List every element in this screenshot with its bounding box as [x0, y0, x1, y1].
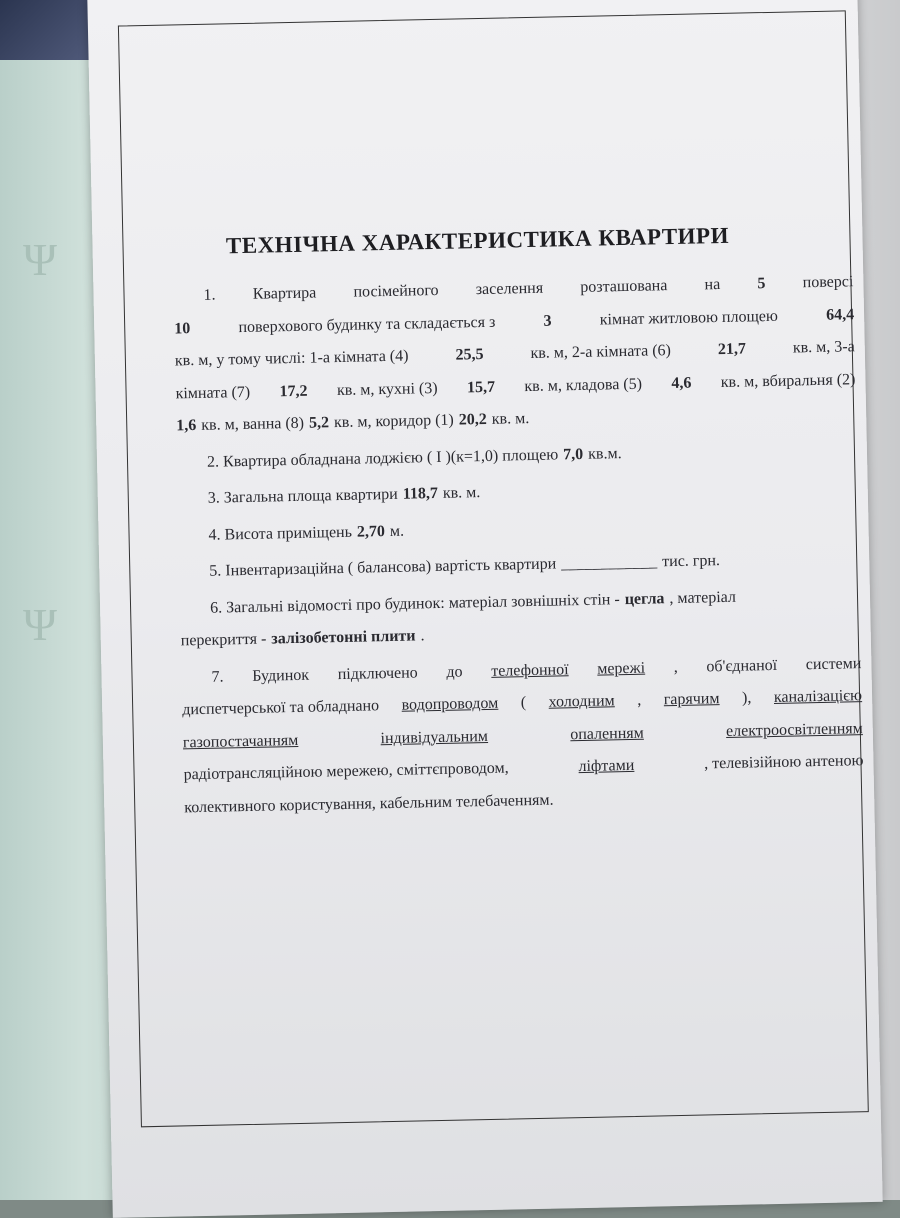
text-segment: кв. м, ванна (8) [201, 414, 305, 434]
value-text: 1,6 [176, 417, 197, 435]
text-segment: кв.м. [587, 444, 622, 463]
text-segment: газопостачанням [182, 731, 299, 751]
text-segment: кв. м, 2-а кімната (6) [530, 342, 672, 362]
value-text: 21,7 [717, 340, 747, 359]
text-segment: індивідуальним [380, 727, 489, 747]
value-text: 5,2 [308, 414, 330, 432]
text-segment: Квартира [252, 284, 317, 303]
value-text: 17,2 [279, 382, 308, 400]
text-segment: кімната (7) [175, 383, 251, 402]
text-segment: кв. м. [442, 484, 481, 502]
value-text: 118,7 [402, 484, 439, 503]
value-text: цегла [624, 589, 665, 608]
text-segment: водопроводом [401, 694, 499, 714]
trident-emblem-icon: Ψ [23, 599, 57, 650]
text-segment: поверсі [802, 273, 854, 292]
text-segment: системи [805, 654, 862, 673]
text-segment: кв. м, 3-а [792, 338, 855, 357]
value-text: 15,7 [466, 378, 496, 396]
text-segment: 2. Квартира обладнана лоджією ( І )(к=1,0) площею [206, 445, 559, 471]
text-segment: поверхового будинку та складається з [238, 313, 496, 336]
text-segment: електроосвітленням [725, 719, 863, 740]
value-text: 3 [543, 312, 552, 330]
text-segment: , [673, 658, 678, 676]
text-segment: тис. грн. [662, 552, 721, 571]
text-segment: 1. [203, 286, 216, 304]
text-segment: холодним [548, 692, 615, 711]
text-segment: каналізацією [773, 687, 863, 706]
text-segment: об'єднаної [706, 656, 778, 675]
text-segment: . [420, 627, 425, 645]
document-body [173, 266, 864, 824]
text-segment: кімнат житловою площею [599, 307, 779, 329]
text-segment: колективного користування, кабельним телебаченням. [184, 791, 554, 816]
text-segment: посімейного [353, 281, 439, 301]
value-text: 10 [174, 319, 191, 337]
text-segment: ), [741, 689, 752, 707]
document-page [87, 0, 882, 1218]
document-title: ТЕХНІЧНА ХАРАКТЕРИСТИКА КВАРТИРИ [225, 222, 730, 259]
text-segment: , матеріал [669, 588, 737, 607]
value-text: 25,5 [455, 345, 484, 364]
text-segment: підключено [337, 663, 418, 683]
value-text: 7,0 [562, 445, 584, 463]
text-segment: ліфтами [578, 756, 635, 776]
text-segment: , телевізійною антеною [703, 752, 864, 773]
text-segment: кв. м, кухні (3) [336, 379, 438, 399]
text-segment: до [446, 662, 463, 681]
text-segment: перекриття - [180, 630, 267, 650]
text-segment: диспетчерської та обладнано [182, 697, 380, 719]
text-segment: мережі [597, 659, 646, 678]
value-text: 64,4 [825, 305, 855, 324]
text-segment: кв. м, у тому числі: 1-а кімната (4) [174, 347, 409, 370]
value-text: 2,70 [356, 522, 386, 541]
text-segment: на [704, 276, 721, 294]
text-segment: розташована [580, 277, 668, 296]
value-text: залізобетонні плити [271, 627, 416, 648]
text-segment: радіотрансляційною мережею, сміттєпроводом, [183, 759, 509, 784]
text-segment: 6. Загальні відомості про будинок: матеріал зовнішніх стін - [209, 590, 620, 617]
text-segment: 5. Інвентаризаційна ( балансова) вартість квартири [209, 555, 557, 580]
text-segment: ( [520, 694, 527, 712]
text-segment: телефонної [491, 660, 569, 680]
trident-emblem-icon: Ψ [23, 234, 57, 285]
text-segment: заселення [475, 279, 544, 299]
text-segment: кв. м, вбиральня (2) [720, 370, 856, 391]
value-text: 20,2 [458, 410, 487, 429]
text-segment: гарячим [663, 690, 720, 709]
text-segment: кв. м. [491, 410, 530, 428]
text-segment: кв. м, коридор (1) [333, 411, 454, 432]
text-segment: опаленням [570, 724, 644, 743]
value-text: 5 [757, 275, 766, 293]
value-text: 4,6 [671, 374, 692, 392]
text-segment: , [637, 691, 642, 709]
text-segment: 7. [211, 667, 224, 686]
text-segment: кв. м, кладова (5) [524, 375, 643, 395]
text-segment: 4. Висота приміщень [208, 523, 353, 544]
text-segment: м. [389, 522, 405, 540]
text-segment: 3. Загальна площа квартири [207, 485, 398, 507]
text-segment: ____________ [561, 553, 658, 573]
text-segment: Будинок [252, 666, 310, 685]
